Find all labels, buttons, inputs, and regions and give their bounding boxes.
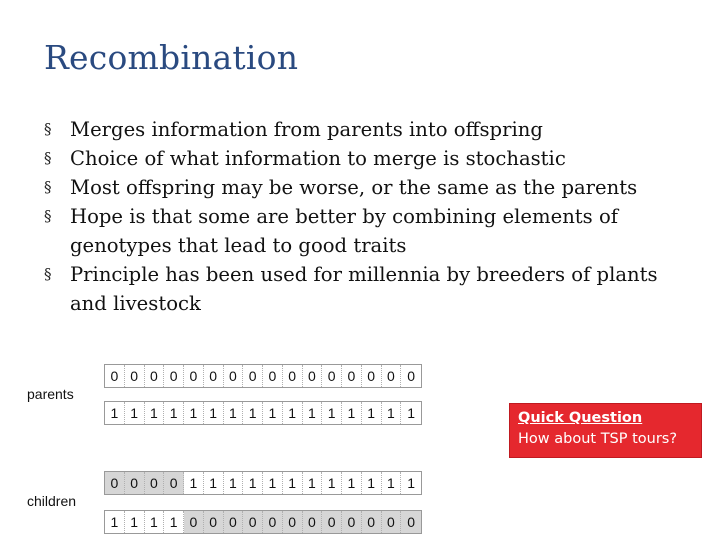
gene-cell: 1 (303, 402, 323, 424)
gene-cell: 0 (125, 472, 145, 494)
gene-cell: 1 (105, 402, 125, 424)
callout-title[interactable]: Quick Question (518, 410, 643, 426)
gene-cell: 0 (184, 511, 204, 533)
bullet-text: Merges information from parents into offspring (70, 118, 543, 141)
bullet-item (44, 144, 684, 173)
bullet-marker: § (44, 120, 52, 138)
gene-cell: 0 (243, 365, 263, 387)
gene-cell: 0 (164, 365, 184, 387)
gene-cell: 1 (164, 511, 184, 533)
gene-cell: 0 (224, 365, 244, 387)
quick-question-callout (509, 403, 702, 458)
gene-cell: 0 (283, 511, 303, 533)
bullet-marker: § (44, 149, 52, 167)
gene-cell: 1 (204, 402, 224, 424)
bullet-text: Hope is that some are better by combining elements of genotypes that lead to good traits (70, 205, 619, 257)
gene-cell: 0 (243, 511, 263, 533)
gene-cell: 0 (342, 365, 362, 387)
gene-cell: 1 (283, 402, 303, 424)
parent-1-genome (104, 364, 422, 388)
gene-cell: 1 (382, 402, 402, 424)
gene-cell: 1 (283, 472, 303, 494)
gene-cell: 1 (342, 472, 362, 494)
gene-cell: 1 (184, 402, 204, 424)
parents-label: parents (27, 386, 74, 402)
gene-cell: 1 (263, 472, 283, 494)
gene-cell: 1 (224, 472, 244, 494)
callout-text: How about TSP tours? (518, 431, 678, 447)
gene-cell: 0 (303, 511, 323, 533)
gene-cell: 1 (362, 472, 382, 494)
gene-cell: 1 (303, 472, 323, 494)
gene-cell: 1 (407, 475, 416, 491)
gene-cell: 0 (145, 365, 165, 387)
gene-cell: 0 (382, 365, 402, 387)
gene-cell: 1 (263, 402, 283, 424)
slide-title: Recombination (44, 38, 299, 77)
gene-cell: 1 (342, 402, 362, 424)
gene-cell: 1 (243, 472, 263, 494)
gene-cell: 0 (283, 365, 303, 387)
gene-cell: 0 (224, 511, 244, 533)
bullet-item (44, 173, 684, 202)
gene-cell: 0 (204, 365, 224, 387)
gene-cell: 1 (224, 402, 244, 424)
gene-cell: 1 (164, 402, 184, 424)
gene-cell: 1 (382, 472, 402, 494)
gene-cell: 0 (204, 511, 224, 533)
gene-cell: 0 (125, 365, 145, 387)
bullet-marker: § (44, 265, 52, 283)
child-2-genome (104, 510, 422, 534)
parent-2-genome (104, 401, 422, 425)
bullet-list (44, 115, 684, 318)
gene-cell: 0 (362, 365, 382, 387)
gene-cell: 0 (322, 365, 342, 387)
gene-cell: 0 (145, 472, 165, 494)
bullet-text: Choice of what information to merge is stochastic (70, 147, 566, 170)
gene-cell: 1 (125, 511, 145, 533)
bullet-text: Principle has been used for millennia by breeders of plants and livestock (70, 263, 658, 315)
gene-cell: 1 (105, 511, 125, 533)
gene-cell: 1 (204, 472, 224, 494)
gene-cell: 0 (401, 511, 421, 533)
gene-cell: 1 (362, 402, 382, 424)
bullet-item (44, 115, 684, 144)
bullet-item (44, 202, 684, 260)
gene-cell: 1 (407, 405, 416, 421)
gene-cell: 0 (105, 365, 125, 387)
gene-cell: 0 (303, 365, 323, 387)
gene-cell: 1 (322, 472, 342, 494)
bullet-text: Most offspring may be worse, or the same as the parents (70, 176, 638, 199)
gene-cell: 0 (164, 472, 184, 494)
gene-cell: 1 (243, 402, 263, 424)
bullet-item (44, 260, 684, 318)
gene-cell: 0 (382, 511, 402, 533)
gene-cell: 0 (184, 365, 204, 387)
gene-cell: 1 (322, 402, 342, 424)
bullet-marker: § (44, 207, 52, 225)
gene-cell: 1 (145, 402, 165, 424)
gene-cell: 0 (362, 511, 382, 533)
child-1-genome (104, 471, 422, 495)
children-label: children (27, 493, 77, 509)
gene-cell: 1 (125, 402, 145, 424)
gene-cell: 0 (407, 368, 416, 384)
gene-cell: 1 (145, 511, 165, 533)
gene-cell: 0 (322, 511, 342, 533)
gene-cell: 0 (105, 472, 125, 494)
gene-cell: 0 (263, 365, 283, 387)
gene-cell: 1 (184, 472, 204, 494)
gene-cell: 0 (263, 511, 283, 533)
bullet-marker: § (44, 178, 52, 196)
gene-cell: 0 (342, 511, 362, 533)
